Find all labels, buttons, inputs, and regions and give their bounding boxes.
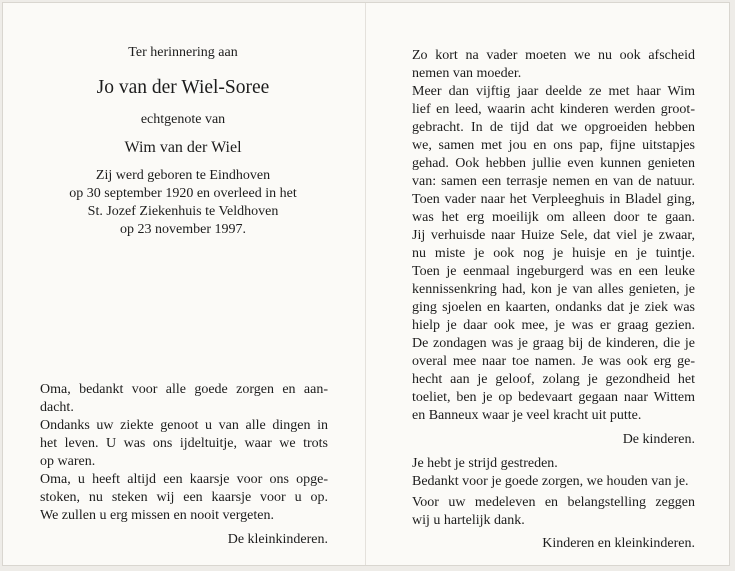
message-line: hielp je daar ook mee, je was er graag gezien.: [412, 318, 695, 333]
intro-text: Ter herinnering aan: [128, 45, 238, 60]
message-line: Meer dan vijftig jaar deelde ze met haar Wim: [412, 84, 695, 99]
message-line: Toen vader naar het Verpleeghuis in Bladel ging,: [412, 192, 695, 207]
message-line: en Banneux waar je veel kracht uit putte.: [412, 408, 642, 423]
deceased-name: Jo van der Wiel-Soree: [96, 77, 270, 98]
closing-line: Je hebt je strijd gestreden.: [412, 456, 558, 471]
message-line: Zo kort na vader moeten we nu ook afscheid: [412, 48, 695, 63]
closing-line: Bedankt voor je goede zorgen, we houden van je.: [412, 474, 689, 489]
message-line: We zullen u erg missen en nooit vergeten.: [40, 508, 274, 523]
message-line: Oma, u heeft altijd een kaarsje voor ons opge-: [40, 472, 328, 487]
message-line: toeliet, ben je op bedevaart gegaan naar Wittem: [412, 390, 695, 405]
message-line: stoken, nu steken wij een kaarsje voor u op.: [40, 490, 328, 505]
message-line: gebracht. In de tijd dat we opgroeiden hebben: [412, 120, 695, 135]
message-line: op waren.: [40, 454, 96, 469]
message-line: hecht aan je geloof, zolang je gezondheid het: [412, 372, 695, 387]
message-line: lief en leed, waarin acht kinderen werden groot-: [412, 102, 695, 117]
final-signature: Kinderen en kleinkinderen.: [542, 536, 695, 551]
message-line: van: samen een terrasje nemen en van de natuur.: [412, 174, 695, 189]
bio-line: op 30 september 1920 en overleed in het: [69, 186, 297, 201]
message-line: nemen van moeder.: [412, 66, 522, 81]
thanks-line: Voor uw medeleven en belangstelling zeggen: [412, 495, 695, 510]
message-line: kennissenkring had, kon je van alles genieten, je: [412, 282, 695, 297]
bio-line: Zij werd geboren te Eindhoven: [95, 168, 271, 183]
message-line: het leven. U was ons ijdeltuitje, waar we trots: [40, 436, 328, 451]
message-line: dacht.: [40, 400, 74, 415]
message-line: Toen je eenmaal ingeburgerd was en een leuke: [412, 264, 695, 279]
signature: De kinderen.: [622, 432, 695, 447]
bio-line: St. Jozef Ziekenhuis te Veldhoven: [87, 204, 279, 219]
message-line: ging sjoelen en kaarten, ondanks dat je ziek was: [412, 300, 695, 315]
message-line: Ondanks uw ziekte genoot u van alle dingen in: [40, 418, 328, 433]
spouse-name: Wim van der Wiel: [124, 139, 242, 156]
message-line: overal mee naar toe namen. Je was ook erg ge-: [412, 354, 695, 369]
message-line: gehad. Ook hebben jullie even kunnen genieten: [412, 156, 695, 171]
message-line: Oma, bedankt voor alle goede zorgen en aan-: [40, 382, 328, 397]
signature: De kleinkinderen.: [227, 532, 328, 547]
message-line: was het erg moeilijk om alleen door te gaan.: [412, 210, 695, 225]
card-fold: [365, 3, 366, 565]
thanks-line: wij u hartelijk dank.: [412, 513, 525, 528]
message-line: Jij verhuisde naar Huize Sele, dat viel je zwaar,: [412, 228, 695, 243]
bio-line: op 23 november 1997.: [120, 222, 246, 237]
message-line: we, samen met jou en ons pap, fijne uitstapjes: [412, 138, 695, 153]
spouse-label: echtgenote van: [140, 112, 226, 127]
message-line: De zondagen was je graag bij de kinderen, die je: [412, 336, 695, 351]
message-line: nu miste je ook nog je huisje en je tuintje.: [412, 246, 695, 261]
